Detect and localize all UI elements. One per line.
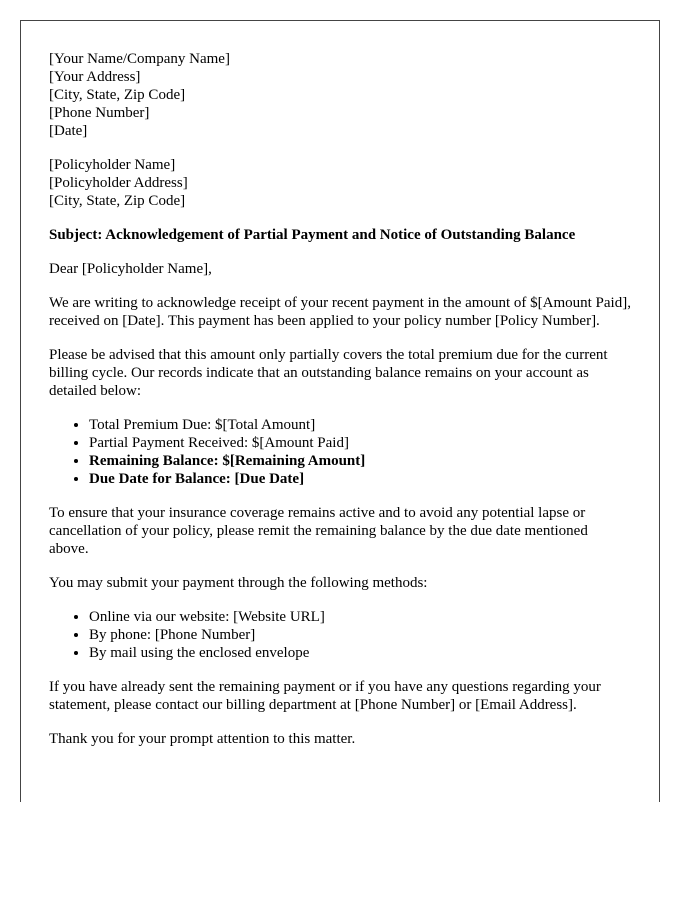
list-item: • Remaining Balance: $[Remaining Amount] <box>89 452 631 470</box>
sender-city-state-zip: [City, State, Zip Code] <box>49 87 186 103</box>
letter-page <box>20 20 660 802</box>
balance-details-list <box>49 416 631 488</box>
payment-methods-list <box>49 608 631 662</box>
list-item: • Total Premium Due: $[Total Amount] <box>89 416 631 434</box>
paragraph-contact: If you have already sent the remaining payment or if you have any questions regarding your statement, please contact our billing department at [Phone Number] or [Email Address]. <box>49 679 601 713</box>
paragraph-thank-you: Thank you for your prompt attention to this matter. <box>49 731 356 747</box>
paragraph-payment-methods-intro: You may submit your payment through the following methods: <box>49 575 428 591</box>
paragraph-payment-acknowledgement: We are writing to acknowledge receipt of your recent payment in the amount of $[Amount Paid], received on [Date]. This payment has been applied to your policy number [Policy Number]. <box>49 295 631 329</box>
letter-date: [Date] <box>49 123 88 139</box>
salutation: Dear [Policyholder Name], <box>49 261 212 277</box>
list-item: • Online via our website: [Website URL] <box>89 608 631 626</box>
list-item: • By phone: [Phone Number] <box>89 626 631 644</box>
subject-line: Subject: Acknowledgement of Partial Payment and Notice of Outstanding Balance <box>49 227 576 243</box>
sender-phone: [Phone Number] <box>49 105 150 121</box>
paragraph-outstanding-balance: Please be advised that this amount only partially covers the total premium due for the current billing cycle. Our records indicate that an outstanding balance remains on your account as detailed below: <box>49 347 608 399</box>
recipient-address: [Policyholder Address] <box>49 175 188 191</box>
paragraph-remit-request: To ensure that your insurance coverage remains active and to avoid any potential lapse or cancellation of your policy, please remit the remaining balance by the due date mentioned above. <box>49 505 588 557</box>
list-item: • Due Date for Balance: [Due Date] <box>89 470 631 488</box>
list-item: • Partial Payment Received: $[Amount Paid] <box>89 434 631 452</box>
recipient-block <box>49 156 631 210</box>
sender-block <box>49 50 631 140</box>
recipient-city-state-zip: [City, State, Zip Code] <box>49 193 186 209</box>
list-item: • By mail using the enclosed envelope <box>89 644 631 662</box>
sender-name: [Your Name/Company Name] <box>49 51 230 67</box>
recipient-name: [Policyholder Name] <box>49 157 176 173</box>
sender-address: [Your Address] <box>49 69 141 85</box>
